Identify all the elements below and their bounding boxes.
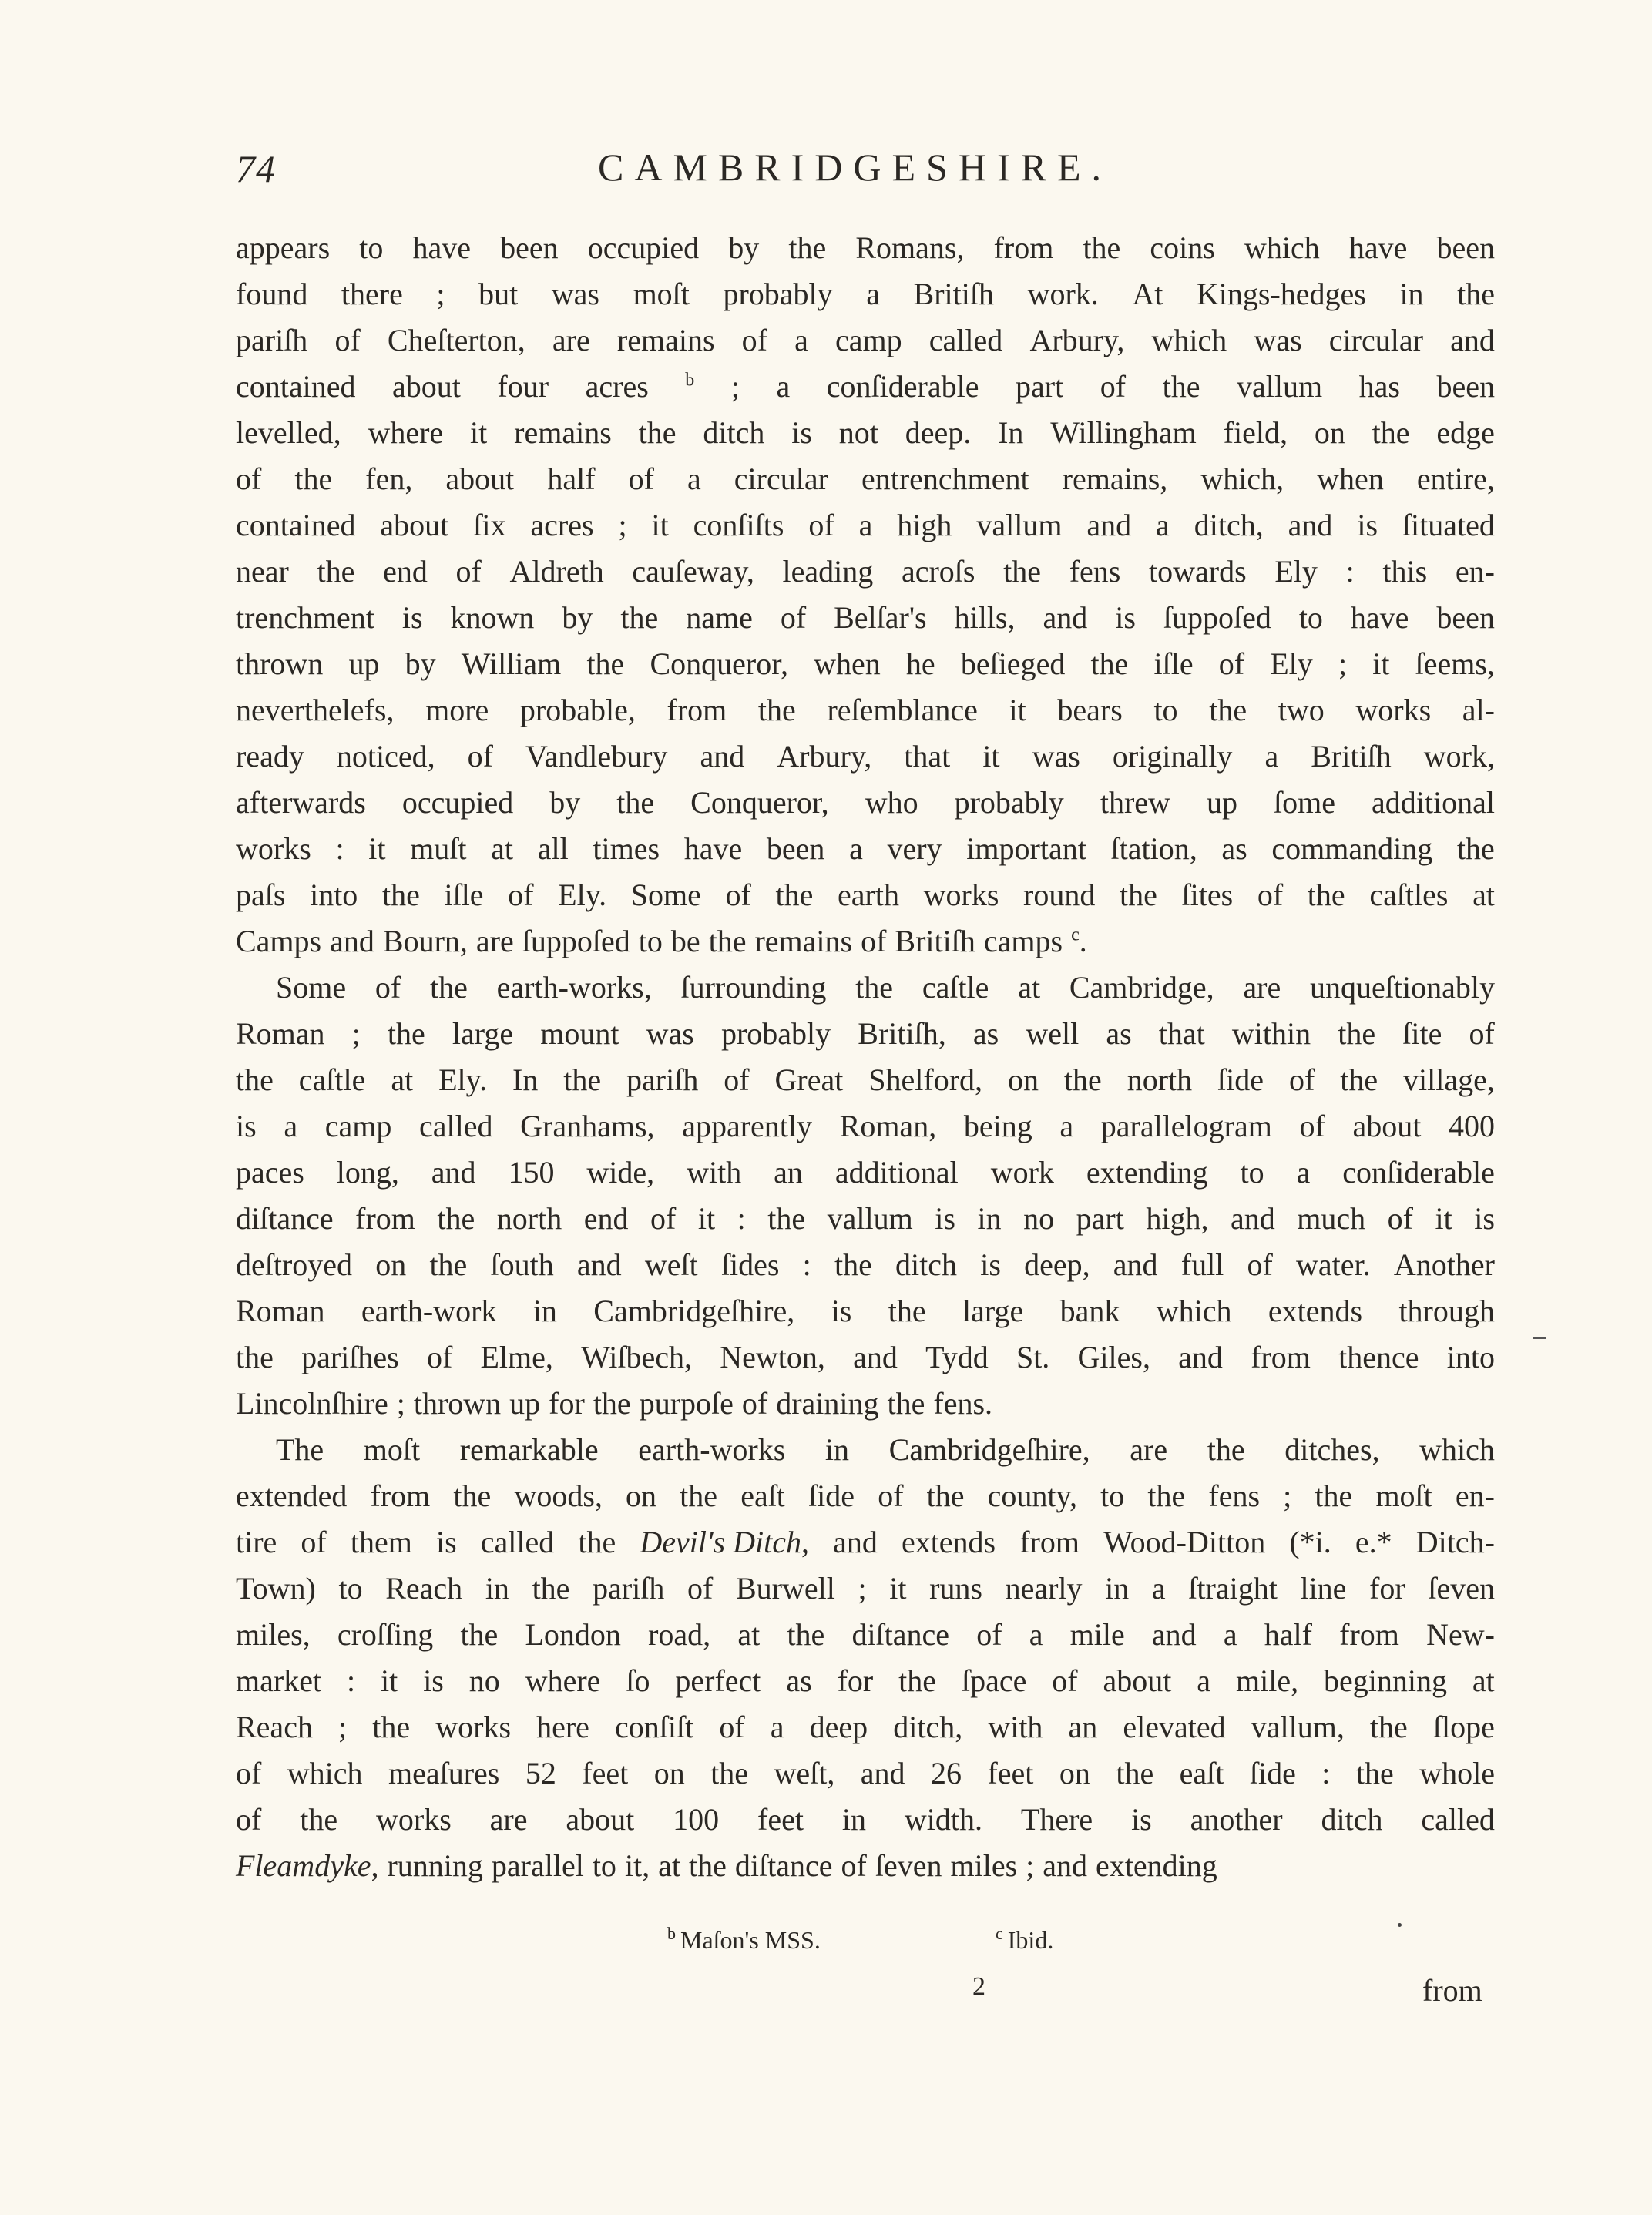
footnote-c [996, 1926, 1053, 1955]
text-line: the pariſhes of Elme, Wiſbech, Newton, and Tydd St. Giles, and from thence into [236, 1340, 1495, 1374]
text-line: afterwards occupied by the Conqueror, who probably threw up ſome additional [236, 785, 1495, 820]
paragraph [236, 225, 1495, 965]
text-line: The moſt remarkable earth-works in Cambridgeſhire, are the ditches, which [276, 1432, 1495, 1467]
text-line: thrown up by William the Conqueror, when he beſieged the iſle of Ely ; it ſeems, [236, 646, 1495, 681]
text-line: paſs into the iſle of Ely. Some of the earth works round the ſites of the caſtles at [236, 878, 1495, 912]
text-line: Camps and Bourn, are ſuppoſed to be the remains of Britiſh camps $^c$. [236, 924, 1087, 958]
text-line: Fleamdyke, running parallel to it, at the diſtance of ſeven miles ; and extending [236, 1848, 1217, 1883]
text-line: tire of them is called the Devil's Ditch, and extends from Wood-Ditton (*i. e.* Ditch- [236, 1525, 1495, 1559]
footnotes [0, 1926, 1652, 1972]
text-line: Some of the earth-works, ſurrounding the caſtle at Cambridge, are unqueſtionably [276, 970, 1495, 1005]
ink-speck [1398, 1923, 1402, 1927]
text-line: found there ; but was moſt probably a Britiſh work. At Kings-hedges in the [236, 277, 1495, 311]
paragraph [236, 1427, 1495, 1889]
text-line: levelled, where it remains the ditch is not deep. In Willingham field, on the edge [236, 415, 1495, 450]
footnote-text: Ibid. [1007, 1926, 1054, 1954]
text-line: deſtroyed on the ſouth and weſt ſides : the ditch is deep, and full of water. Another [236, 1247, 1495, 1282]
text-line: of which meaſures 52 feet on the weſt, and 26 feet on the eaſt ſide : the whole [236, 1756, 1495, 1790]
catchword: from [1422, 1973, 1482, 2008]
footnote-b [667, 1926, 821, 1955]
text-line: of the works are about 100 feet in width. There is another ditch called [236, 1802, 1495, 1837]
text-line: of the fen, about half of a circular entrenchment remains, which, when entire, [236, 461, 1495, 496]
text-line: market : it is no where ſo perfect as for the ſpace of about a mile, beginning at [236, 1663, 1495, 1698]
text-line: Roman earth-work in Cambridgeſhire, is the large bank which extends through [236, 1294, 1495, 1328]
text-line: trenchment is known by the name of Belſar's hills, and is ſuppoſed to have been [236, 600, 1495, 635]
text-line: appears to have been occupied by the Romans, from the coins which have been [236, 230, 1495, 265]
text-line: ready noticed, of Vandlebury and Arbury, that it was originally a Britiſh work, [236, 739, 1495, 774]
text-line: is a camp called Granhams, apparently Roman, being a parallelogram of about 400 [236, 1109, 1495, 1143]
text-line: near the end of Aldreth cauſeway, leading acroſs the fens towards Ely : this en- [236, 554, 1495, 589]
text-line: works : it muſt at all times have been a very important ſtation, as commanding the [236, 831, 1495, 866]
footnote-mark: b [667, 1924, 676, 1944]
text-line: paces long, and 150 wide, with an additional work extending to a conſiderable [236, 1155, 1495, 1190]
text-line: the caſtle at Ely. In the pariſh of Great Shelford, on the north ſide of the village, [236, 1062, 1495, 1097]
text-line: extended from the woods, on the eaſt ſide of the county, to the fens ; the moſt en- [236, 1478, 1495, 1513]
text-line: Town) to Reach in the pariſh of Burwell ; it runs nearly in a ſtraight line for ſeven [236, 1571, 1495, 1606]
text-line: Lincolnſhire ; thrown up for the purpoſe of draining the fens. [236, 1386, 993, 1421]
footnote-text: Maſon's MSS. [680, 1926, 821, 1954]
text-line: neverthelefs, more probable, from the reſemblance it bears to the two works al- [236, 693, 1495, 727]
text-line: contained about four acres $^b$ ; a conſiderable part of the vallum has been [236, 369, 1495, 404]
page-number: 74 [236, 147, 276, 190]
text-line: miles, croſſing the London road, at the diſtance of a mile and a half from New- [236, 1617, 1495, 1652]
paragraph [236, 965, 1495, 1427]
text-line: contained about ſix acres ; it conſiſts of a high vallum and a ditch, and is ſituated [236, 508, 1495, 542]
body-text [236, 225, 1495, 1889]
text-line: Roman ; the large mount was probably Britiſh, as well as that within the ſite of [236, 1016, 1495, 1051]
running-head: CAMBRIDGESHIRE. [598, 146, 1112, 189]
text-line: diſtance from the north end of it : the vallum is in no part high, and much of it is [236, 1201, 1495, 1236]
footnote-mark: c [996, 1924, 1003, 1944]
text-line: pariſh of Cheſterton, are remains of a camp called Arbury, which was circular and [236, 323, 1495, 357]
signature-mark: 2 [972, 1972, 985, 2001]
text-line: Reach ; the works here conſiſt of a deep ditch, with an elevated vallum, the ſlope [236, 1710, 1495, 1744]
margin-mark [1533, 1337, 1546, 1339]
